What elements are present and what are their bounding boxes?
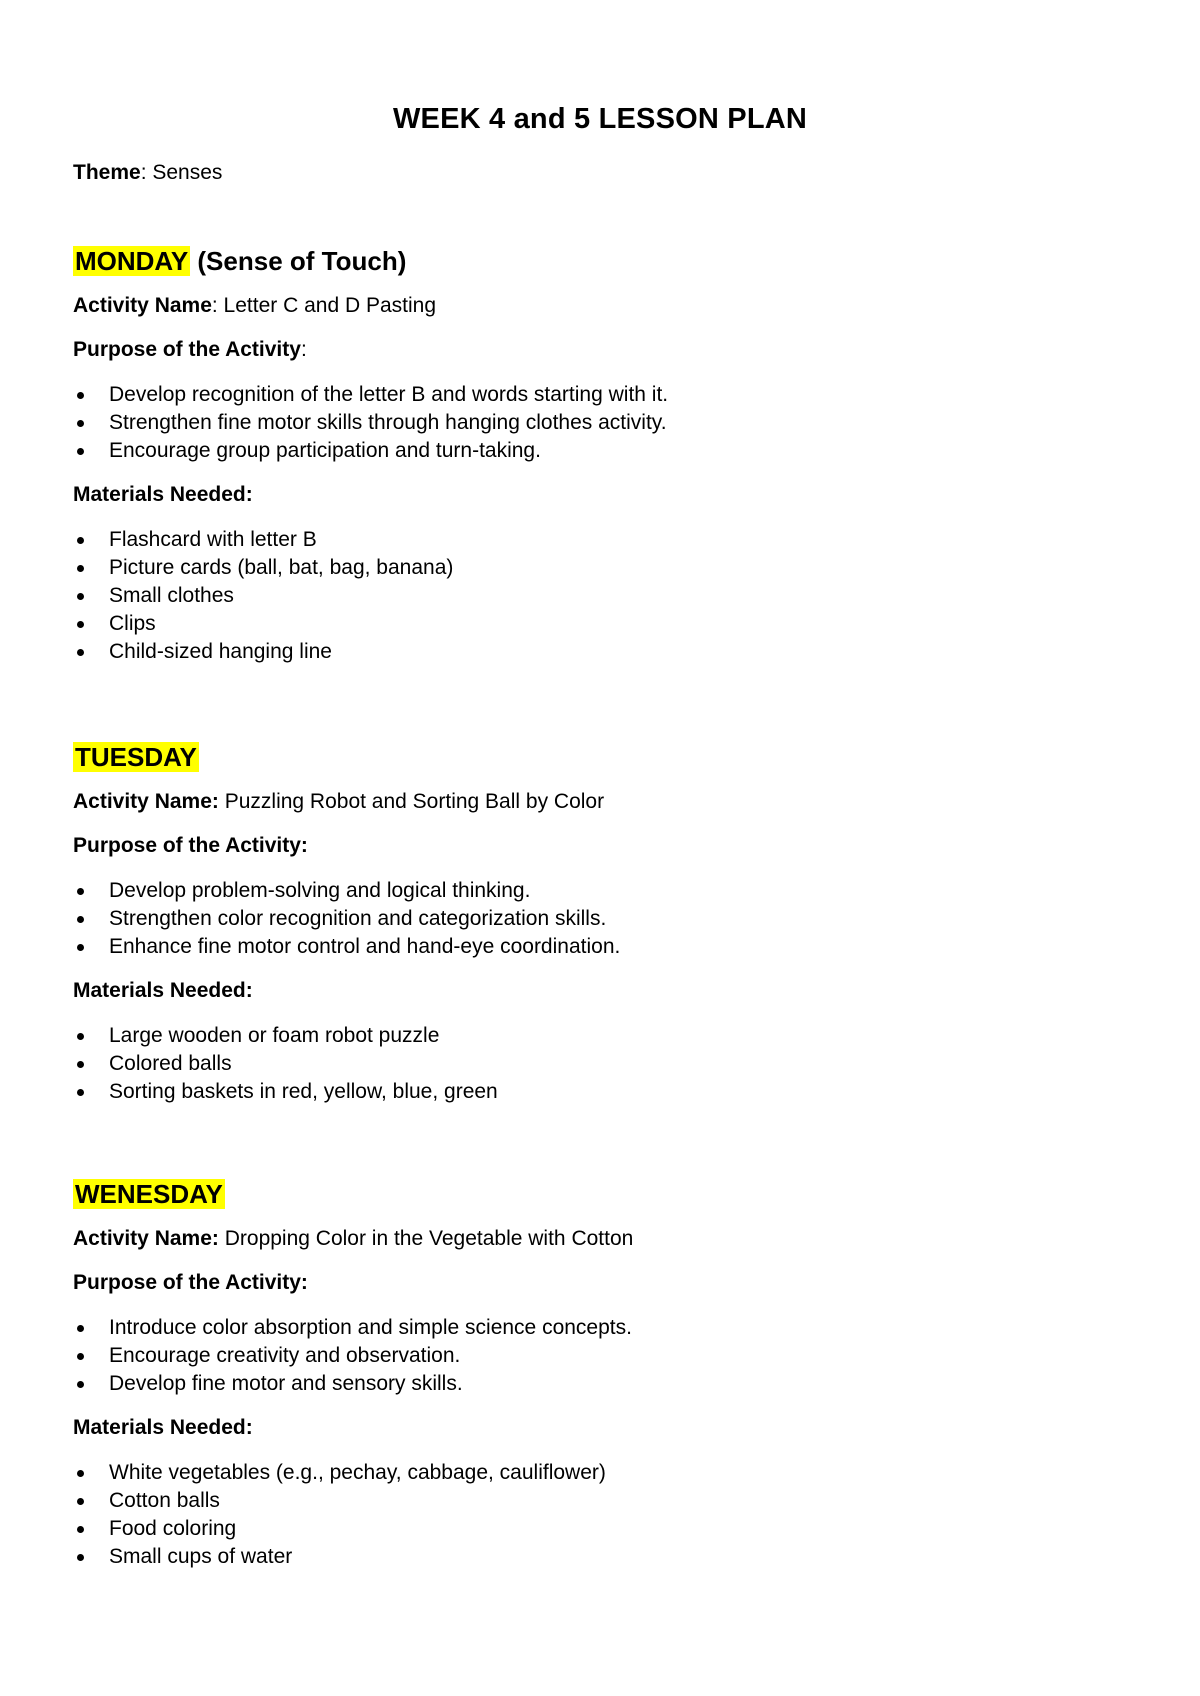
purpose-text: Encourage group participation and turn-taking. bbox=[109, 438, 541, 462]
materials-heading bbox=[73, 1415, 1123, 1441]
purpose-list bbox=[73, 877, 1123, 960]
purpose-text: Strengthen fine motor skills through hanging clothes activity. bbox=[109, 410, 667, 434]
day-subtitle: (Sense of Touch) bbox=[190, 246, 407, 276]
bullet-icon bbox=[77, 448, 84, 455]
purpose-item bbox=[73, 1370, 1123, 1398]
bullet-icon bbox=[77, 1498, 84, 1505]
purpose-text: Develop problem-solving and logical thinking. bbox=[109, 879, 531, 902]
day-section-wednesday bbox=[73, 1178, 1123, 1571]
purpose-item bbox=[73, 1314, 1123, 1342]
material-item bbox=[73, 526, 1123, 554]
theme-value: : Senses bbox=[140, 161, 223, 184]
material-text: Colored balls bbox=[109, 1052, 232, 1076]
activity-name-value: Dropping Color in the Vegetable with Cotton bbox=[218, 1227, 634, 1250]
day-heading bbox=[73, 245, 1123, 277]
bullet-icon bbox=[77, 537, 84, 544]
day-name-highlight: TUESDAY bbox=[75, 742, 197, 772]
activity-name-label: Activity Name: bbox=[73, 1227, 219, 1250]
purpose-heading bbox=[73, 1270, 1123, 1296]
material-text: Small clothes bbox=[109, 583, 234, 607]
bullet-icon bbox=[77, 649, 84, 656]
material-item bbox=[73, 1050, 1123, 1078]
purpose-item bbox=[73, 877, 1123, 905]
activity-name bbox=[73, 1226, 1123, 1252]
material-text: Picture cards (ball, bat, bag, banana) bbox=[109, 556, 454, 580]
purpose-heading bbox=[73, 337, 1123, 363]
material-item bbox=[73, 582, 1123, 610]
material-item bbox=[73, 1078, 1123, 1106]
activity-name bbox=[73, 789, 1123, 815]
material-text: Small cups of water bbox=[109, 1544, 293, 1568]
activity-name-label: Activity Name bbox=[73, 294, 212, 317]
purpose-item bbox=[73, 1342, 1123, 1370]
materials-label: Materials Needed: bbox=[73, 1416, 253, 1440]
material-item bbox=[73, 1022, 1123, 1050]
purpose-list bbox=[73, 381, 1123, 464]
materials-list bbox=[73, 1459, 1123, 1570]
material-text: Cotton balls bbox=[109, 1489, 220, 1513]
day-section-tuesday bbox=[73, 741, 1123, 1106]
bullet-icon bbox=[77, 1353, 84, 1360]
activity-name-label: Activity Name: bbox=[73, 790, 219, 813]
page-title: WEEK 4 and 5 LESSON PLAN bbox=[392, 103, 808, 135]
material-text: Child-sized hanging line bbox=[109, 639, 332, 663]
day-name-highlight: WENESDAY bbox=[75, 1179, 223, 1209]
purpose-label: Purpose of the Activity: bbox=[73, 834, 308, 857]
materials-heading bbox=[73, 482, 1123, 508]
purpose-item bbox=[73, 381, 1123, 409]
material-item bbox=[73, 554, 1123, 582]
bullet-icon bbox=[77, 1061, 84, 1068]
materials-heading bbox=[73, 978, 1123, 1004]
purpose-text: Strengthen color recognition and categorization skills. bbox=[109, 906, 607, 930]
day-section-monday bbox=[73, 245, 1123, 665]
purpose-text: Develop recognition of the letter B and words starting with it. bbox=[109, 383, 669, 406]
material-text: Food coloring bbox=[109, 1516, 237, 1540]
material-text: Flashcard with letter B bbox=[109, 528, 317, 552]
material-item bbox=[73, 1459, 1123, 1487]
activity-name-value: : Letter C and D Pasting bbox=[211, 294, 437, 317]
theme-line bbox=[73, 160, 222, 186]
bullet-icon bbox=[77, 621, 84, 628]
theme-label: Theme bbox=[73, 161, 141, 184]
purpose-label-suffix: : bbox=[300, 338, 307, 361]
material-text: Clips bbox=[109, 611, 156, 635]
purpose-label: Purpose of the Activity bbox=[73, 338, 301, 361]
material-text: White vegetables (e.g., pechay, cabbage, cauliflower) bbox=[109, 1461, 606, 1485]
bullet-icon bbox=[77, 1033, 84, 1040]
bullet-icon bbox=[77, 392, 84, 399]
bullet-icon bbox=[77, 944, 84, 951]
bullet-icon bbox=[77, 1325, 84, 1332]
material-item bbox=[73, 610, 1123, 638]
material-item bbox=[73, 1487, 1123, 1515]
bullet-icon bbox=[77, 1526, 84, 1533]
bullet-icon bbox=[77, 916, 84, 923]
purpose-item bbox=[73, 409, 1123, 437]
bullet-icon bbox=[77, 565, 84, 572]
materials-label: Materials Needed: bbox=[73, 483, 253, 507]
bullet-icon bbox=[77, 888, 84, 895]
activity-name-value: Puzzling Robot and Sorting Ball by Color bbox=[218, 790, 605, 813]
purpose-text: Enhance fine motor control and hand-eye coordination. bbox=[109, 934, 621, 958]
material-item bbox=[73, 1543, 1123, 1571]
bullet-icon bbox=[77, 420, 84, 427]
purpose-heading bbox=[73, 833, 1123, 859]
purpose-item bbox=[73, 905, 1123, 933]
material-item bbox=[73, 1515, 1123, 1543]
materials-list bbox=[73, 1022, 1123, 1105]
purpose-list bbox=[73, 1314, 1123, 1397]
day-heading bbox=[73, 1178, 1123, 1210]
purpose-item bbox=[73, 933, 1123, 961]
purpose-text: Introduce color absorption and simple science concepts. bbox=[109, 1316, 632, 1339]
bullet-icon bbox=[77, 1470, 84, 1477]
purpose-item bbox=[73, 437, 1123, 465]
materials-label: Materials Needed: bbox=[73, 979, 253, 1003]
bullet-icon bbox=[77, 1089, 84, 1096]
bullet-icon bbox=[77, 1554, 84, 1561]
bullet-icon bbox=[77, 593, 84, 600]
bullet-icon bbox=[77, 1381, 84, 1388]
purpose-text: Encourage creativity and observation. bbox=[109, 1343, 461, 1367]
day-heading bbox=[73, 741, 1123, 773]
materials-list bbox=[73, 526, 1123, 665]
purpose-label: Purpose of the Activity: bbox=[73, 1271, 308, 1294]
material-text: Large wooden or foam robot puzzle bbox=[109, 1024, 440, 1048]
material-item bbox=[73, 638, 1123, 666]
activity-name bbox=[73, 293, 1123, 319]
material-text: Sorting baskets in red, yellow, blue, green bbox=[109, 1079, 498, 1103]
day-name-highlight: MONDAY bbox=[75, 246, 189, 276]
purpose-text: Develop fine motor and sensory skills. bbox=[109, 1371, 463, 1395]
